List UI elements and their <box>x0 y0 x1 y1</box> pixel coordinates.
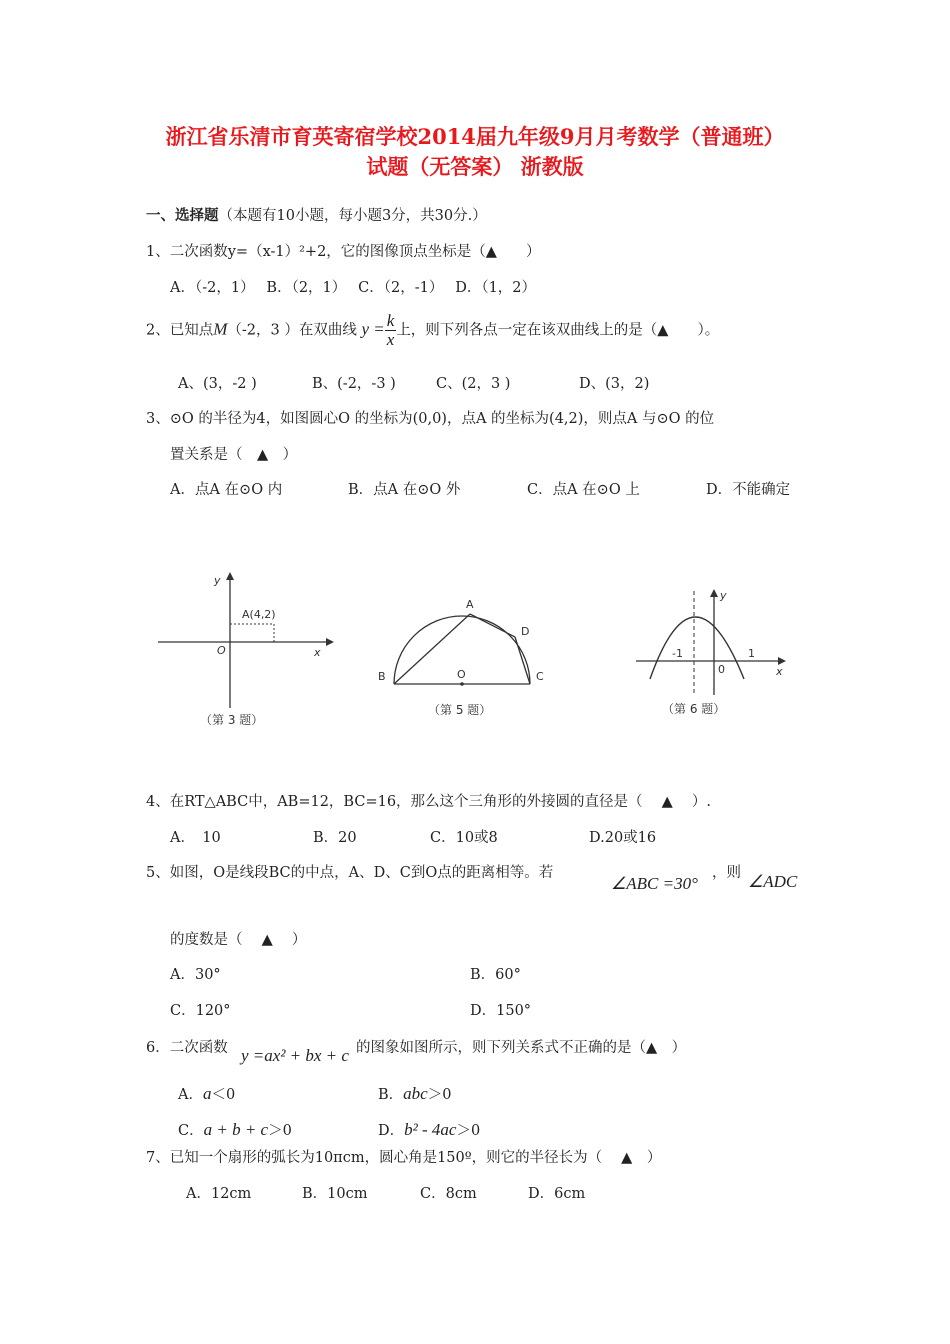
q5-angle-abc: ∠ABC =30° <box>611 874 698 893</box>
q6-option-b-label: B． <box>378 1087 404 1103</box>
q7-option-b: B．10cm <box>302 1186 368 1202</box>
q6-option-b-rel: ＞0 <box>427 1087 452 1103</box>
fig5-label-o: O <box>457 668 466 681</box>
fig6-tick-zero: 0 <box>718 663 725 676</box>
fig3-point-label: A(4,2) <box>242 608 276 621</box>
q3-option-d: D．不能确定 <box>706 482 791 498</box>
q2-option-b: B、(-2，-3 ) <box>312 376 396 392</box>
q6-option-a-rel: ＜0 <box>211 1087 236 1103</box>
question-5-line2: 的度数是（ ▲ ） <box>170 932 307 948</box>
q3-option-a: A．点A 在⊙O 内 <box>170 482 283 498</box>
q6-option-a-expr: a <box>202 1084 212 1103</box>
section-note: （本题有10小题，每小题3分，共30分.） <box>218 208 487 224</box>
q4-option-b: B．20 <box>313 830 357 846</box>
q2-fraction-numerator: k <box>386 311 395 330</box>
q7-option-c: C．8cm <box>420 1186 477 1202</box>
q5-angle-adc: ∠ADC <box>748 872 798 891</box>
figure-5 <box>370 592 555 727</box>
figure-6 <box>630 585 800 725</box>
q2-text-b: （-2，3 ）在双曲线 <box>227 322 357 339</box>
q6-option-b-expr: abc <box>403 1084 428 1103</box>
section-heading <box>146 204 487 225</box>
question-1-stem: 1、二次函数y=（x-1）²+2，它的图像顶点坐标是（▲ ） <box>146 244 541 260</box>
q6-option-c-label: C． <box>178 1123 204 1139</box>
fig5-label-b: B <box>378 670 386 683</box>
question-1-options: A．（-2，1） B．（2，1） C．（2，-1） D．（1，2） <box>170 280 537 296</box>
q6-formula: y =ax² + bx + c <box>241 1046 349 1065</box>
q3-option-b: B．点A 在⊙O 外 <box>348 482 461 498</box>
q2-fraction <box>385 312 397 349</box>
q6-option-b <box>378 1083 451 1104</box>
q6-option-c-expr: a + b + c <box>203 1120 269 1139</box>
q6-option-d-label: D． <box>378 1123 405 1139</box>
q2-option-a: A、(3，-2 ) <box>178 376 257 392</box>
q2-text-a: 2、已知点 <box>146 322 214 339</box>
q5-option-d: D．150° <box>470 1003 532 1019</box>
fig6-y-arrow <box>710 589 718 597</box>
q2-option-d: D、(3，2) <box>579 376 650 392</box>
q6-option-d-rel: ＞0 <box>456 1123 481 1139</box>
q4-option-c: C．10或8 <box>430 830 498 846</box>
fig5-caption: （第 5 题） <box>428 703 492 717</box>
fig5-segment-dc <box>515 637 530 684</box>
fig6-y-label: y <box>720 589 727 602</box>
question-5-stem: 5、如图，O是线段BC的中点，A、D、C到O点的距离相等。若 <box>146 865 554 881</box>
q6-option-a-label: A． <box>178 1087 203 1103</box>
fig3-y-label: y <box>214 574 221 587</box>
fig3-origin-label: O <box>217 644 226 657</box>
q4-option-d: D.20或16 <box>589 830 657 846</box>
fig5-label-d: D <box>521 625 530 638</box>
q2-option-c: C、(2，3 ) <box>436 376 511 392</box>
fig3-x-label: x <box>314 646 321 659</box>
document-title-line1: 浙江省乐清市育英寄宿学校2014届九年级9月月考数学（普通班） <box>165 124 785 149</box>
q6-option-d <box>378 1119 480 1140</box>
q5-then: ，则 <box>712 865 741 881</box>
q5-option-a: A．30° <box>170 967 221 983</box>
fig3-caption: （第 3 题） <box>200 713 264 727</box>
q6-option-c-rel: ＞0 <box>268 1123 292 1139</box>
fig6-tick-one: 1 <box>748 647 755 660</box>
fig5-label-a: A <box>466 598 474 611</box>
fig6-tick-minus-one: -1 <box>672 647 683 660</box>
q2-fraction-denominator: x <box>386 330 395 349</box>
fig6-parabola <box>650 617 744 679</box>
question-3-stem-line2: 置关系是（ ▲ ） <box>170 447 298 463</box>
fig6-x-label: x <box>776 665 783 678</box>
question-2-stem <box>146 312 719 349</box>
q2-y-equals: y = <box>361 319 385 339</box>
fig3-y-arrow <box>226 572 234 580</box>
q2-text-c: 上，则下列各点一定在该双曲线上的是（▲ ）。 <box>396 322 720 339</box>
question-3-stem-line1: 3、⊙O 的半径为4，如图圆心O 的坐标为(0,0)，点A 的坐标为(4,2)，则点A 与⊙O 的位 <box>146 411 715 427</box>
q7-option-a: A．12cm <box>186 1186 252 1202</box>
q4-option-a: A． 10 <box>170 830 221 846</box>
fig5-label-c: C <box>536 670 544 683</box>
q6-option-a <box>178 1083 235 1104</box>
figure-3 <box>150 568 340 733</box>
q3-option-c: C．点A 在⊙O 上 <box>527 482 640 498</box>
question-4-stem: 4、在RT△ABC中，AB=12，BC=16，那么这个三角形的外接圆的直径是（ ▲ ）. <box>146 794 712 810</box>
q5-option-b: B．60° <box>470 967 521 983</box>
fig5-segment-ad <box>470 614 515 637</box>
question-6-stem-a: 6．二次函数 <box>146 1040 228 1056</box>
fig6-x-arrow <box>778 657 786 665</box>
q7-option-d: D．6cm <box>528 1186 586 1202</box>
fig6-caption: （第 6 题） <box>662 702 726 716</box>
fig3-x-arrow <box>326 638 334 646</box>
section-title: 一、选择题 <box>146 207 219 224</box>
q6-option-c <box>178 1119 292 1140</box>
fig5-center-dot <box>460 682 464 686</box>
question-6-stem-b: 的图象如图所示，则下列关系式不正确的是（▲ ） <box>356 1040 687 1056</box>
question-7-stem: 7、已知一个扇形的弧长为10πcm，圆心角是150º，则它的半径长为（ ▲ ） <box>146 1150 662 1166</box>
q5-option-c: C．120° <box>170 1003 231 1019</box>
q6-option-d-expr: b² - 4ac <box>404 1120 457 1139</box>
q2-point-m: M <box>213 319 228 339</box>
document-title-line2: 试题（无答案） 浙教版 <box>366 154 584 179</box>
